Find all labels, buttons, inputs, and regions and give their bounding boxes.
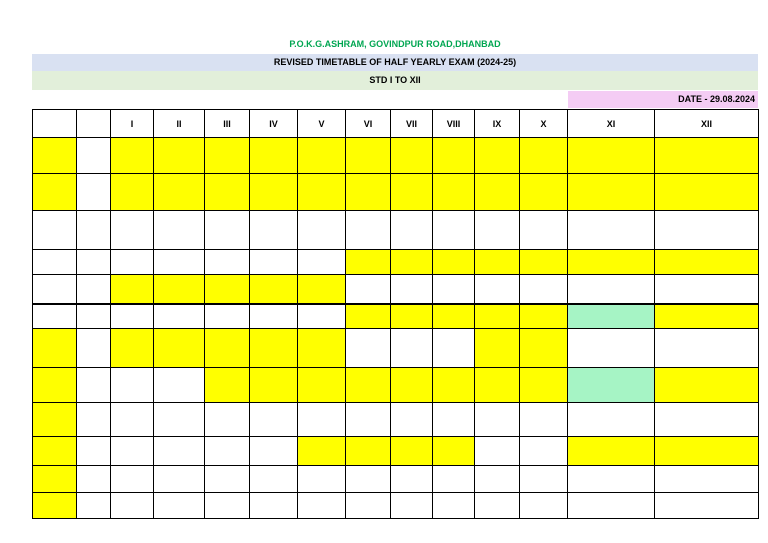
table-cell <box>655 174 759 211</box>
table-cell <box>205 275 250 304</box>
table-cell <box>111 466 154 493</box>
table-cell <box>475 403 520 437</box>
column-header: IX <box>475 110 520 138</box>
table-cell <box>568 275 655 304</box>
table-cell <box>391 304 433 329</box>
table-cell <box>154 329 205 368</box>
table-cell <box>655 329 759 368</box>
table-cell <box>568 368 655 403</box>
table-cell <box>205 329 250 368</box>
table-row <box>33 493 759 519</box>
table-cell <box>154 368 205 403</box>
table-cell <box>655 211 759 250</box>
table-cell <box>111 211 154 250</box>
table-cell <box>520 138 568 174</box>
table-cell <box>77 304 111 329</box>
table-cell <box>433 250 475 275</box>
table-cell <box>391 275 433 304</box>
table-cell <box>154 275 205 304</box>
table-cell <box>33 138 77 174</box>
table-cell <box>655 403 759 437</box>
table-cell <box>475 250 520 275</box>
table-row <box>33 437 759 466</box>
table-cell <box>205 403 250 437</box>
table-cell <box>520 403 568 437</box>
date-label: DATE - 29.08.2024 <box>568 91 758 108</box>
column-header: X <box>520 110 568 138</box>
table-cell <box>154 211 205 250</box>
table-cell <box>298 329 346 368</box>
table-cell <box>433 304 475 329</box>
table-cell <box>475 368 520 403</box>
table-cell <box>655 466 759 493</box>
table-cell <box>33 211 77 250</box>
timetable-grid <box>32 109 759 519</box>
table-cell <box>111 304 154 329</box>
table-cell <box>205 211 250 250</box>
table-cell <box>520 466 568 493</box>
table-cell <box>433 275 475 304</box>
table-row <box>33 329 759 368</box>
table-cell <box>433 437 475 466</box>
table-cell <box>250 304 298 329</box>
table-cell <box>205 368 250 403</box>
table-cell <box>111 403 154 437</box>
table-cell <box>111 437 154 466</box>
column-header: VIII <box>433 110 475 138</box>
table-cell <box>298 368 346 403</box>
table-cell <box>111 275 154 304</box>
table-row <box>33 466 759 493</box>
table-cell <box>298 493 346 519</box>
table-cell <box>391 138 433 174</box>
table-cell <box>346 368 391 403</box>
table-cell <box>520 250 568 275</box>
table-cell <box>520 368 568 403</box>
table-cell <box>346 304 391 329</box>
table-cell <box>346 250 391 275</box>
table-cell <box>520 304 568 329</box>
table-cell <box>111 250 154 275</box>
table-cell <box>250 211 298 250</box>
table-cell <box>33 368 77 403</box>
table-cell <box>655 368 759 403</box>
table-cell <box>346 138 391 174</box>
table-cell <box>475 174 520 211</box>
table-cell <box>391 250 433 275</box>
table-cell <box>475 138 520 174</box>
table-cell <box>33 493 77 519</box>
column-header <box>77 110 111 138</box>
table-row <box>33 368 759 403</box>
table-cell <box>154 403 205 437</box>
table-cell <box>433 329 475 368</box>
table-cell <box>433 403 475 437</box>
column-header <box>33 110 77 138</box>
column-header: II <box>154 110 205 138</box>
table-cell <box>433 466 475 493</box>
table-cell <box>77 174 111 211</box>
table-cell <box>520 211 568 250</box>
table-cell <box>33 329 77 368</box>
table-cell <box>154 304 205 329</box>
table-cell <box>298 250 346 275</box>
table-cell <box>33 250 77 275</box>
table-cell <box>655 275 759 304</box>
table-cell <box>250 329 298 368</box>
table-cell <box>250 368 298 403</box>
table-cell <box>298 437 346 466</box>
table-cell <box>655 493 759 519</box>
table-cell <box>568 403 655 437</box>
table-cell <box>568 304 655 329</box>
table-cell <box>205 466 250 493</box>
table-cell <box>475 211 520 250</box>
table-cell <box>655 250 759 275</box>
table-cell <box>111 138 154 174</box>
table-cell <box>391 368 433 403</box>
table-cell <box>77 466 111 493</box>
table-cell <box>391 211 433 250</box>
table-cell <box>111 174 154 211</box>
table-cell <box>205 138 250 174</box>
table-cell <box>568 437 655 466</box>
table-cell <box>475 493 520 519</box>
table-cell <box>298 275 346 304</box>
table-cell <box>655 138 759 174</box>
table-cell <box>250 437 298 466</box>
table-cell <box>77 250 111 275</box>
table-cell <box>33 304 77 329</box>
table-cell <box>433 138 475 174</box>
table-cell <box>475 466 520 493</box>
column-header: I <box>111 110 154 138</box>
table-cell <box>298 403 346 437</box>
table-cell <box>111 368 154 403</box>
column-header: XII <box>655 110 759 138</box>
table-cell <box>154 250 205 275</box>
table-cell <box>250 275 298 304</box>
table-cell <box>346 275 391 304</box>
table-cell <box>298 304 346 329</box>
table-cell <box>568 174 655 211</box>
table-cell <box>433 174 475 211</box>
table-cell <box>346 493 391 519</box>
school-name: P.O.K.G.ASHRAM, GOVINDPUR ROAD,DHANBAD <box>32 37 758 51</box>
table-cell <box>346 211 391 250</box>
table-cell <box>205 174 250 211</box>
table-cell <box>111 329 154 368</box>
timetable-title: REVISED TIMETABLE OF HALF YEARLY EXAM (2024-25) <box>32 54 758 71</box>
table-cell <box>33 466 77 493</box>
table-cell <box>520 493 568 519</box>
table-row <box>33 275 759 304</box>
table-cell <box>298 211 346 250</box>
table-cell <box>250 493 298 519</box>
column-header: VII <box>391 110 433 138</box>
table-cell <box>346 403 391 437</box>
table-cell <box>250 138 298 174</box>
table-row <box>33 250 759 275</box>
column-header: VI <box>346 110 391 138</box>
table-cell <box>77 211 111 250</box>
table-cell <box>77 493 111 519</box>
table-cell <box>111 493 154 519</box>
table-cell <box>298 138 346 174</box>
table-cell <box>346 437 391 466</box>
table-cell <box>568 250 655 275</box>
table-cell <box>391 403 433 437</box>
table-row <box>33 304 759 329</box>
table-cell <box>154 493 205 519</box>
standards-label: STD I TO XII <box>32 71 758 90</box>
table-cell <box>205 304 250 329</box>
table-cell <box>33 403 77 437</box>
table-cell <box>391 329 433 368</box>
table-cell <box>433 368 475 403</box>
table-cell <box>33 275 77 304</box>
table-cell <box>568 493 655 519</box>
table-cell <box>568 466 655 493</box>
table-cell <box>520 437 568 466</box>
table-cell <box>154 466 205 493</box>
table-cell <box>568 329 655 368</box>
table-cell <box>77 275 111 304</box>
table-cell <box>475 275 520 304</box>
table-cell <box>391 493 433 519</box>
table-cell <box>33 174 77 211</box>
table-cell <box>391 437 433 466</box>
table-cell <box>346 329 391 368</box>
table-cell <box>346 174 391 211</box>
table-cell <box>77 437 111 466</box>
table-cell <box>250 174 298 211</box>
table-cell <box>205 493 250 519</box>
table-cell <box>250 466 298 493</box>
table-cell <box>520 329 568 368</box>
table-cell <box>433 211 475 250</box>
table-cell <box>475 304 520 329</box>
table-cell <box>154 437 205 466</box>
table-row <box>33 211 759 250</box>
table-cell <box>250 403 298 437</box>
table-cell <box>475 329 520 368</box>
table-cell <box>520 275 568 304</box>
table-cell <box>346 466 391 493</box>
table-cell <box>250 250 298 275</box>
table-cell <box>154 138 205 174</box>
table-row <box>33 403 759 437</box>
table-cell <box>298 174 346 211</box>
table-cell <box>77 368 111 403</box>
table-cell <box>568 138 655 174</box>
table-cell <box>655 437 759 466</box>
table-row <box>33 138 759 174</box>
column-header: V <box>298 110 346 138</box>
table-cell <box>568 211 655 250</box>
table-cell <box>154 174 205 211</box>
table-cell <box>205 250 250 275</box>
column-header: IV <box>250 110 298 138</box>
table-cell <box>77 329 111 368</box>
table-cell <box>77 138 111 174</box>
table-row <box>33 174 759 211</box>
table-cell <box>433 493 475 519</box>
table-cell <box>77 403 111 437</box>
column-header: XI <box>568 110 655 138</box>
table-cell <box>33 437 77 466</box>
table-cell <box>391 466 433 493</box>
table-cell <box>475 437 520 466</box>
table-cell <box>655 304 759 329</box>
table-cell <box>205 437 250 466</box>
table-cell <box>520 174 568 211</box>
table-cell <box>298 466 346 493</box>
column-header: III <box>205 110 250 138</box>
table-cell <box>391 174 433 211</box>
header-row <box>33 110 759 138</box>
